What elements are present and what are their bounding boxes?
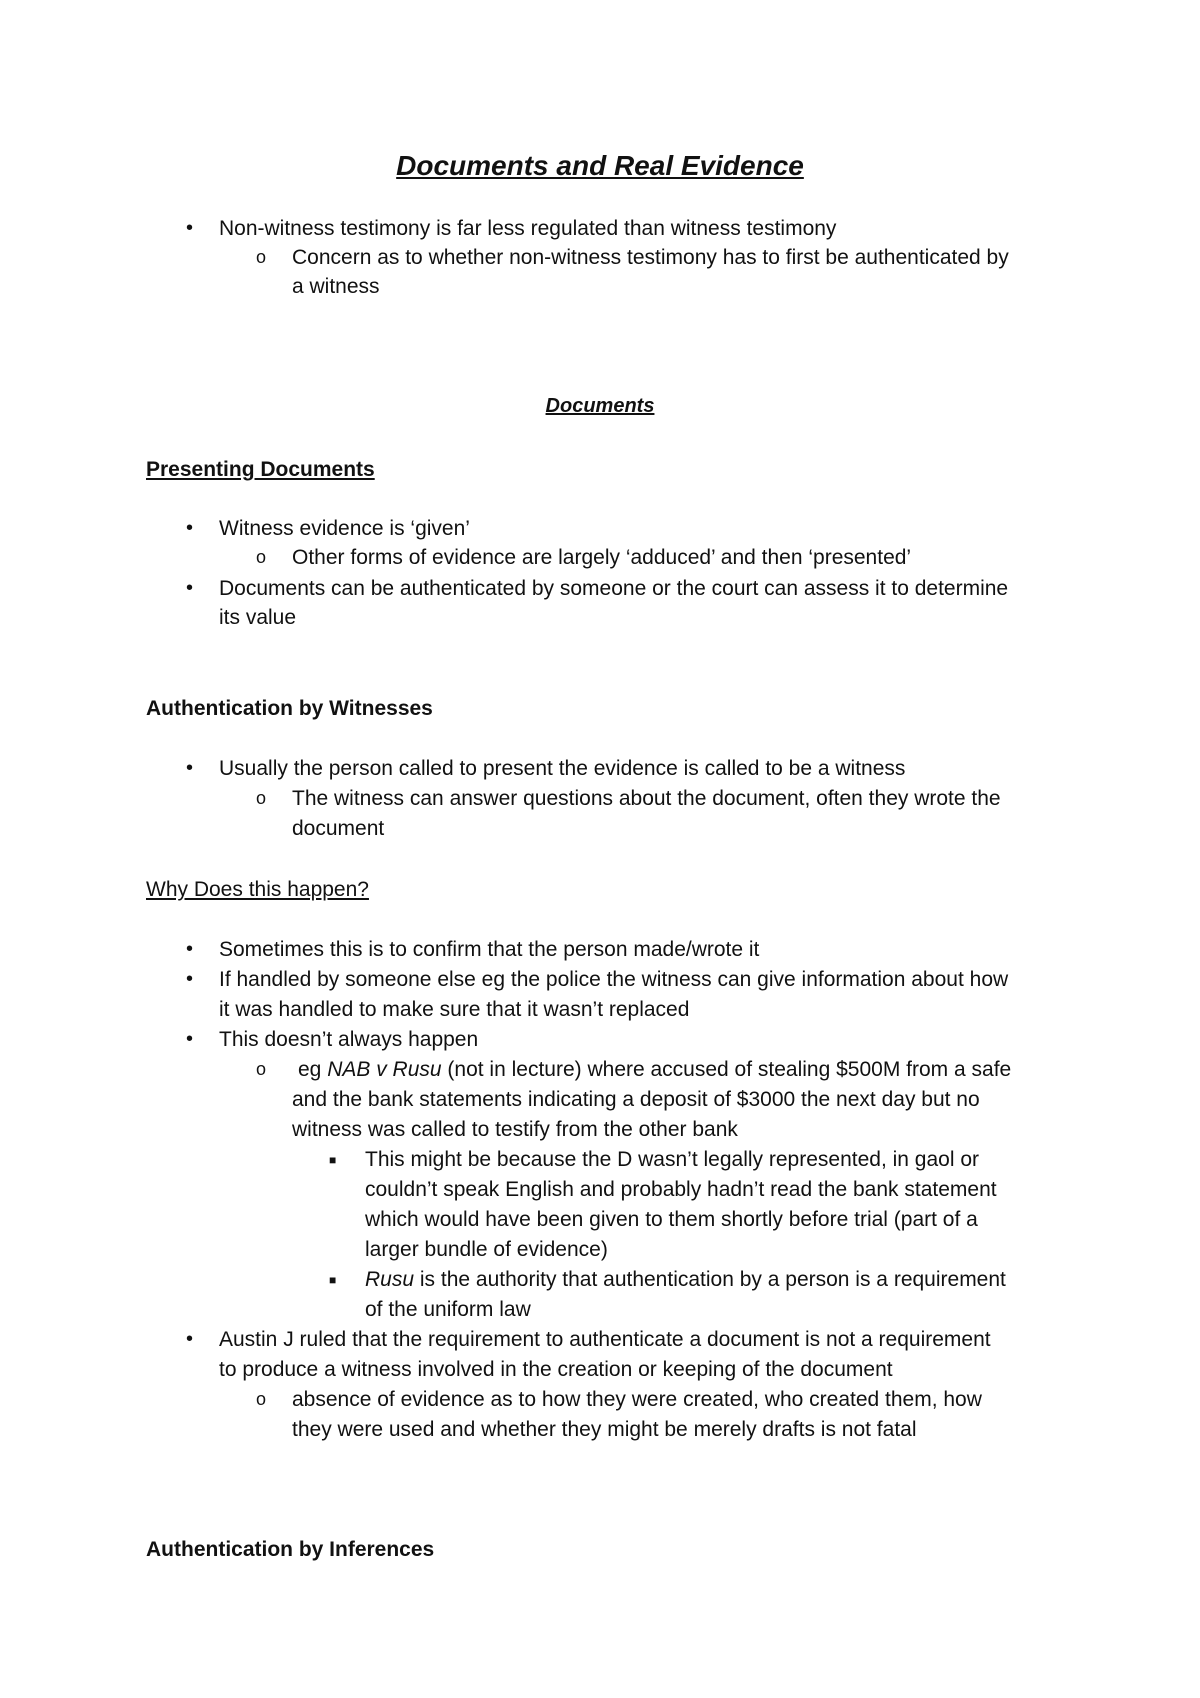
auth-witness-bullet: Usually the person called to present the evidence is called to be a witness: [219, 757, 906, 780]
why-bullet-4-line2: to produce a witness involved in the creation or keeping of the document: [219, 1358, 893, 1381]
why-sub-rest: (not in lecture) where accused of stealing $500M from a safe: [441, 1058, 1012, 1081]
why-sub-bullet-line1: [298, 1055, 1011, 1084]
intro-bullet: Non-witness testimony is far less regulated than witness testimony: [219, 217, 837, 240]
why-square-2-line2: of the uniform law: [365, 1298, 531, 1321]
intro-sub-bullet-line1: Concern as to whether non-witness testimony has to first be authenticated by: [292, 246, 1009, 269]
case-name-nab-v-rusu: NAB v Rusu: [327, 1058, 442, 1081]
presenting-bullet-2-line1: Documents can be authenticated by someone or the court can assess it to determine: [219, 577, 1009, 600]
why-square-1-line3: which would have been given to them shortly before trial (part of a: [365, 1208, 978, 1231]
bullet-icon: •: [186, 938, 194, 960]
why-sub-bullet-line2: and the bank statements indicating a deposit of $3000 the next day but no: [292, 1088, 980, 1111]
bullet-icon: •: [186, 217, 194, 239]
circle-bullet-icon: o: [256, 788, 267, 808]
heading-presenting-documents: Presenting Documents: [146, 458, 375, 481]
auth-witness-sub-line2: document: [292, 817, 385, 840]
presenting-bullet-1: Witness evidence is ‘given’: [219, 517, 470, 540]
why-bullet-1: Sometimes this is to confirm that the person made/wrote it: [219, 938, 760, 961]
why-square-2-rest: is the authority that authentication by a person is a requirement: [414, 1268, 1006, 1291]
square-bullet-icon: ■: [329, 1273, 337, 1287]
why-sub-prefix: eg: [298, 1058, 328, 1081]
why-square-1-line4: larger bundle of evidence): [365, 1238, 608, 1261]
case-name-rusu: Rusu: [365, 1268, 415, 1291]
bullet-icon: •: [186, 968, 194, 990]
why-square-1-line2: couldn’t speak English and probably hadn’t read the bank statement: [365, 1178, 997, 1201]
heading-authentication-by-inferences: Authentication by Inferences: [146, 1538, 435, 1561]
section-heading-documents: Documents: [545, 395, 655, 417]
bullet-icon: •: [186, 1028, 194, 1050]
document-title: Documents and Real Evidence: [396, 150, 804, 181]
presenting-sub-bullet: Other forms of evidence are largely ‘adduced’ and then ‘presented’: [292, 546, 912, 569]
square-bullet-icon: ■: [329, 1153, 337, 1167]
circle-bullet-icon: o: [256, 1389, 267, 1409]
circle-bullet-icon: o: [256, 1059, 267, 1079]
bullet-icon: •: [186, 757, 194, 779]
heading-authentication-by-witnesses: Authentication by Witnesses: [146, 697, 433, 720]
intro-sub-bullet-line2: a witness: [292, 275, 380, 298]
why-bullet-2-line2: it was handled to make sure that it wasn’t replaced: [219, 998, 690, 1021]
why-sub-bullet-line3: witness was called to testify from the other bank: [292, 1118, 738, 1141]
why-bullet-3: This doesn’t always happen: [219, 1028, 479, 1051]
why-bullet-2-line1: If handled by someone else eg the police the witness can give information about how: [219, 968, 1009, 991]
auth-witness-sub-line1: The witness can answer questions about the document, often they wrote the: [292, 787, 1001, 810]
circle-bullet-icon: o: [256, 247, 267, 267]
bullet-icon: •: [186, 1328, 194, 1350]
why-sub-2-line1: absence of evidence as to how they were created, who created them, how: [292, 1388, 982, 1411]
presenting-bullet-2-line2: its value: [219, 606, 297, 629]
why-square-2-line1: [365, 1265, 1006, 1294]
why-sub-2-line2: they were used and whether they might be merely drafts is not fatal: [292, 1418, 917, 1441]
why-bullet-4-line1: Austin J ruled that the requirement to authenticate a document is not a requirement: [219, 1328, 991, 1351]
bullet-icon: •: [186, 577, 194, 599]
bullet-icon: •: [186, 517, 194, 539]
heading-why-does-this-happen: Why Does this happen?: [146, 878, 369, 901]
circle-bullet-icon: o: [256, 547, 267, 567]
why-square-1-line1: This might be because the D wasn’t legally represented, in gaol or: [365, 1148, 980, 1171]
